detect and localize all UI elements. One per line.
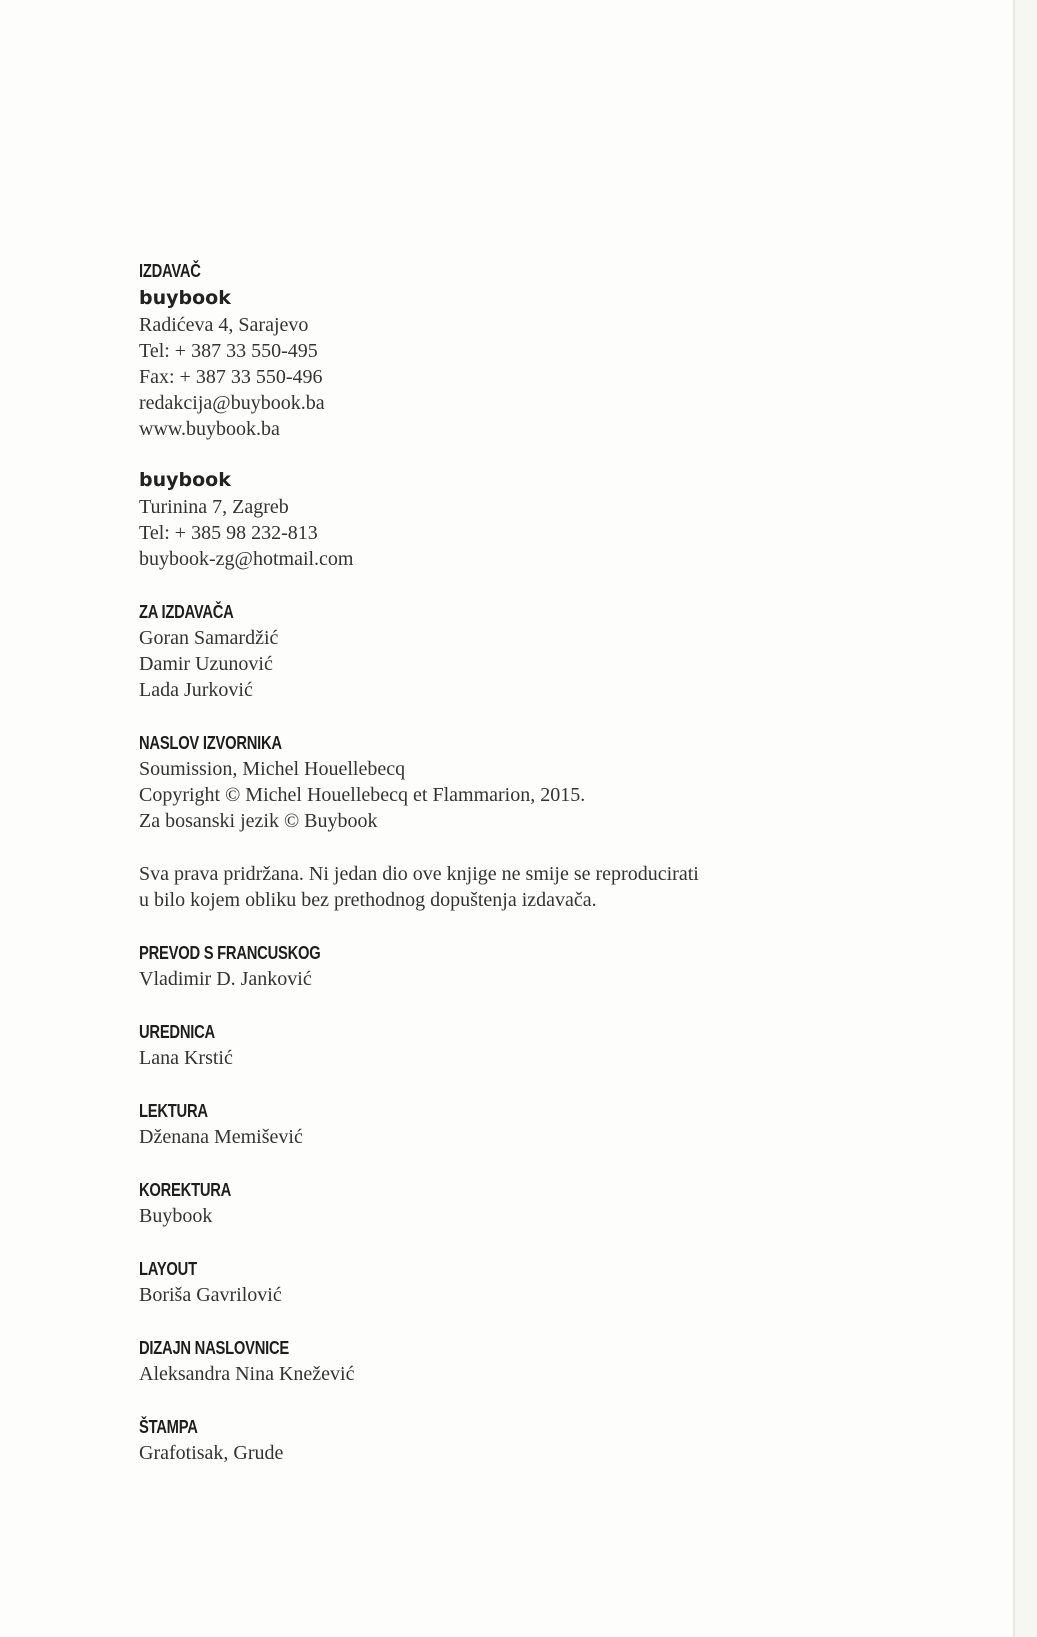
proofreading-heading: LEKTURA	[139, 1101, 208, 1121]
editor-name: Lana Krstić	[139, 1047, 233, 1069]
imprint-page	[139, 258, 899, 1466]
copyright-line: Copyright © Michel Houellebecq et Flammarion, 2015.	[139, 784, 586, 806]
for-publisher-section	[139, 599, 899, 703]
proofreading-section	[139, 1098, 899, 1150]
publisher-zagreb-name: buybook	[139, 469, 231, 491]
cover-design-section	[139, 1335, 899, 1387]
publisher-sarajevo-email: redakcija@buybook.ba	[139, 392, 325, 414]
publisher-sarajevo-fax: Fax: + 387 33 550-496	[139, 366, 323, 388]
editor-heading: UREDNICA	[139, 1022, 215, 1042]
page-edge	[1013, 0, 1015, 1637]
layout-name: Boriša Gavrilović	[139, 1284, 282, 1306]
editor-section	[139, 1019, 899, 1071]
cover-design-heading: DIZAJN NASLOVNICE	[139, 1338, 289, 1358]
correction-heading: KOREKTURA	[139, 1180, 232, 1200]
rights-section	[139, 861, 899, 913]
publisher-zagreb-tel: Tel: + 385 98 232-813	[139, 522, 318, 544]
correction-name: Buybook	[139, 1205, 213, 1227]
for-publisher-name: Goran Samardžić	[139, 627, 279, 649]
for-publisher-name: Damir Uzunović	[139, 653, 273, 675]
for-publisher-name: Lada Jurković	[139, 679, 253, 701]
printer-name: Grafotisak, Grude	[139, 1442, 284, 1464]
translation-heading: PREVOD S FRANCUSKOG	[139, 943, 321, 963]
print-heading: ŠTAMPA	[139, 1417, 198, 1437]
page-edge-shadow	[1015, 0, 1037, 1637]
print-section	[139, 1414, 899, 1466]
original-title-section	[139, 730, 899, 834]
original-title-line: Soumission, Michel Houellebecq	[139, 758, 406, 780]
layout-heading: LAYOUT	[139, 1259, 197, 1279]
correction-section	[139, 1177, 899, 1229]
rights-line: u bilo kojem obliku bez prethodnog dopuštenja izdavača.	[139, 889, 597, 911]
bosnian-copyright-line: Za bosanski jezik © Buybook	[139, 810, 378, 832]
for-publisher-heading: ZA IZDAVAČA	[139, 602, 234, 622]
publisher-zagreb-email: buybook-zg@hotmail.com	[139, 548, 354, 570]
translation-section	[139, 940, 899, 992]
publisher-sarajevo-website: www.buybook.ba	[139, 418, 280, 440]
publisher-heading: IZDAVAČ	[139, 261, 201, 281]
proofreader-name: Dženana Memišević	[139, 1126, 303, 1148]
publisher-sarajevo-address: Radićeva 4, Sarajevo	[139, 314, 309, 336]
cover-designer-name: Aleksandra Nina Knežević	[139, 1363, 355, 1385]
publisher-sarajevo-name: buybook	[139, 287, 231, 309]
layout-section	[139, 1256, 899, 1308]
original-title-heading: NASLOV IZVORNIKA	[139, 733, 282, 753]
translator-name: Vladimir D. Janković	[139, 968, 312, 990]
publisher-zagreb-address: Turinina 7, Zagreb	[139, 496, 289, 518]
publisher-section	[139, 258, 899, 572]
publisher-sarajevo-tel: Tel: + 387 33 550-495	[139, 340, 318, 362]
rights-line: Sva prava pridržana. Ni jedan dio ove knjige ne smije se reproducirati	[139, 863, 699, 885]
